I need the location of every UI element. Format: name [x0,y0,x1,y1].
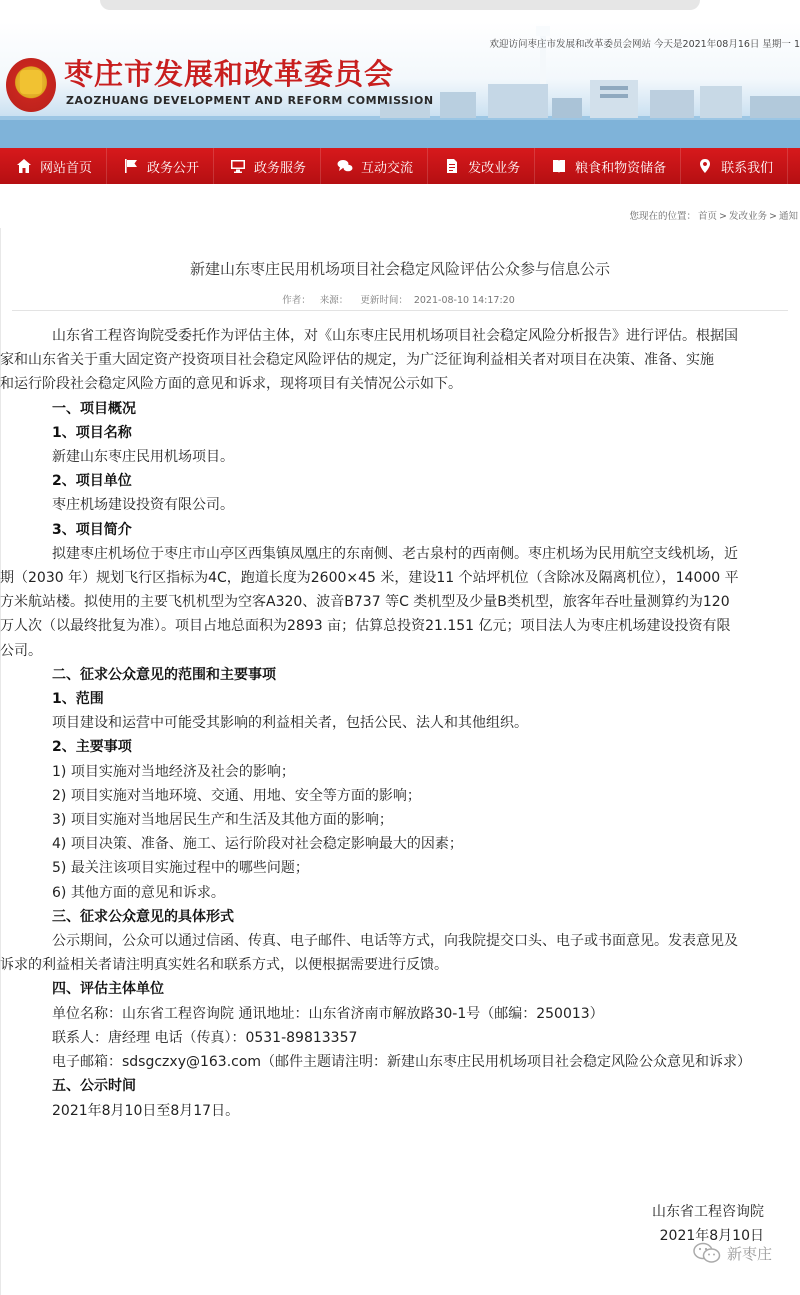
section-heading: 一、项目概况 [52,400,136,417]
breadcrumb [630,208,800,222]
section-heading: 三、征求公众意见的具体形式 [52,908,234,925]
breadcrumb-section-link[interactable]: 发改业务 [729,211,768,222]
paragraph-line: 公司。 [0,642,42,659]
document-icon [444,158,460,174]
article-body [0,324,800,1123]
breadcrumb-prefix: 您现在的位置： [629,211,697,222]
paragraph-line: 联系人：唐经理 电话（传真）：0531-89813357 [52,1029,358,1046]
section-heading: 1、范围 [52,691,104,708]
watermark-text: 新枣庄 [726,1244,772,1263]
nav-item-business[interactable] [428,148,535,184]
paragraph-line: 方米航站楼。拟使用的主要飞机机型为空客A320、波音B737 等C 类机型及少量B类机型，旅客年吞吐量测算约为120 [0,594,730,611]
paragraph-line: 和运行阶段社会稳定风险方面的意见和诉求，现将项目有关情况公示如下。 [0,376,462,393]
nav-item-gov-services[interactable] [214,148,321,184]
paragraph-line: 1) 项目实施对当地经济及社会的影响； [52,763,295,780]
national-emblem-logo [6,58,56,112]
paragraph-line: 电子邮箱：sdsgczxy@163.com（邮件主题请注明：新建山东枣庄民用机场项目社会稳定风险公众意见和诉求） [52,1054,752,1071]
paragraph-line: 项目建设和运营中可能受其影响的利益相关者，包括公民、法人和其他组织。 [52,715,528,732]
home-icon [16,158,32,174]
nav-item-contact[interactable] [681,148,788,184]
paragraph-line: 枣庄机场建设投资有限公司。 [52,497,234,514]
site-banner [0,22,800,148]
paragraph-line: 6) 其他方面的意见和诉求。 [52,884,225,901]
status-bar [0,0,800,22]
nav-label: 互动交流 [361,160,414,176]
signature-org: 山东省工程咨询院 [652,1204,764,1220]
paragraph-line: 4) 项目决策、准备、施工、运行阶段对社会稳定影响最大的因素； [52,836,463,853]
author-label: 作者： [282,295,311,306]
welcome-text: 欢迎访问枣庄市发展和改革委员会网站 今天是2021年08月16日 星期一 1 [489,39,800,50]
section-heading: 五、公示时间 [52,1078,136,1095]
main-nav [0,148,800,184]
section-heading: 2、项目单位 [52,473,132,490]
nav-item-gov-affairs[interactable] [107,148,214,184]
breadcrumb-separator: > [769,211,777,222]
location-icon [697,158,713,174]
paragraph-line: 家和山东省关于重大固定资产投资项目社会稳定风险评估的规定，为广泛征询利益相关者对项目在决策、准备、实施 [0,352,714,369]
book-icon [551,158,567,174]
source-label: 来源： [319,295,349,306]
page-body [0,184,800,1295]
flag-icon [123,158,139,174]
site-title: 枣庄市发展和改革委员会 [64,57,395,91]
paragraph-line: 5) 最关注该项目实施过程中的哪些问题； [52,860,309,877]
wechat-watermark [693,1242,772,1264]
breadcrumb-separator: > [719,211,727,222]
paragraph-line: 拟建枣庄机场位于枣庄市山亭区西集镇凤凰庄的东南侧、老古泉村的西南侧。枣庄机场为民用航空支线机场，近 [52,545,738,562]
nav-label: 政务服务 [254,160,307,176]
article-signature [652,1200,764,1248]
paragraph-line: 期（2030 年）规划飞行区指标为4C，跑道长度为2600×45 米，建设11 个站坪机位（含除冰及隔离机位），14000 平 [0,570,739,587]
nav-label: 粮食和物资储备 [575,160,667,176]
nav-label: 网站首页 [40,160,93,176]
nav-label: 发改业务 [468,160,521,176]
url-bar [100,0,700,10]
paragraph-line: 万人次（以最终批复为准）。项目占地总面积为2893 亩；估算总投资21.151 亿元；项目法人为枣庄机场建设投资有限 [0,618,731,635]
section-heading: 二、征求公众意见的范围和主要事项 [52,666,276,683]
paragraph-line: 公示期间，公众可以通过信函、传真、电子邮件、电话等方式，向我院提交口头、电子或书面意见。发表意见及 [52,933,738,950]
chat-icon [337,158,353,174]
paragraph-line: 3) 项目实施对当地居民生产和生活及其他方面的影响； [52,812,393,829]
section-heading: 3、项目简介 [52,521,132,538]
title-divider [12,310,788,311]
updated-label: 更新时间： [360,295,408,306]
paragraph-line: 2021年8月10日至8月17日。 [52,1102,240,1119]
paragraph-line: 诉求的利益相关者请注明真实姓名和联系方式，以便根据需要进行反馈。 [0,957,448,974]
nav-item-home[interactable] [0,148,107,184]
nav-item-grain-reserve[interactable] [535,148,681,184]
nav-label: 政务公开 [147,160,200,176]
section-heading: 四、评估主体单位 [52,981,164,998]
site-title-en: ZAOZHUANG DEVELOPMENT AND REFORM COMMISSION [66,94,434,107]
updated-value: 2021-08-10 14:17:20 [413,295,515,306]
nav-item-interaction[interactable] [321,148,428,184]
wechat-icon [693,1242,721,1264]
article-title: 新建山东枣庄民用机场项目社会稳定风险评估公众参与信息公示 [189,260,610,278]
nav-label: 联系我们 [721,160,774,176]
breadcrumb-current-link[interactable]: 通知 [778,211,798,222]
section-heading: 1、项目名称 [52,424,132,441]
breadcrumb-home-link[interactable]: 首页 [698,211,718,222]
section-heading: 2、主要事项 [52,739,132,756]
paragraph-line: 单位名称：山东省工程咨询院 通讯地址：山东省济南市解放路30-1号（邮编：250013） [52,1005,604,1022]
paragraph-line: 2) 项目实施对当地环境、交通、用地、安全等方面的影响； [52,787,421,804]
monitor-icon [230,158,246,174]
signature-date: 2021年8月10日 [659,1228,764,1244]
paragraph-line: 山东省工程咨询院受委托作为评估主体，对《山东枣庄民用机场项目社会稳定风险分析报告》进行评估。根据国 [52,328,738,344]
article-meta [0,292,800,306]
paragraph-line: 新建山东枣庄民用机场项目。 [52,449,234,466]
